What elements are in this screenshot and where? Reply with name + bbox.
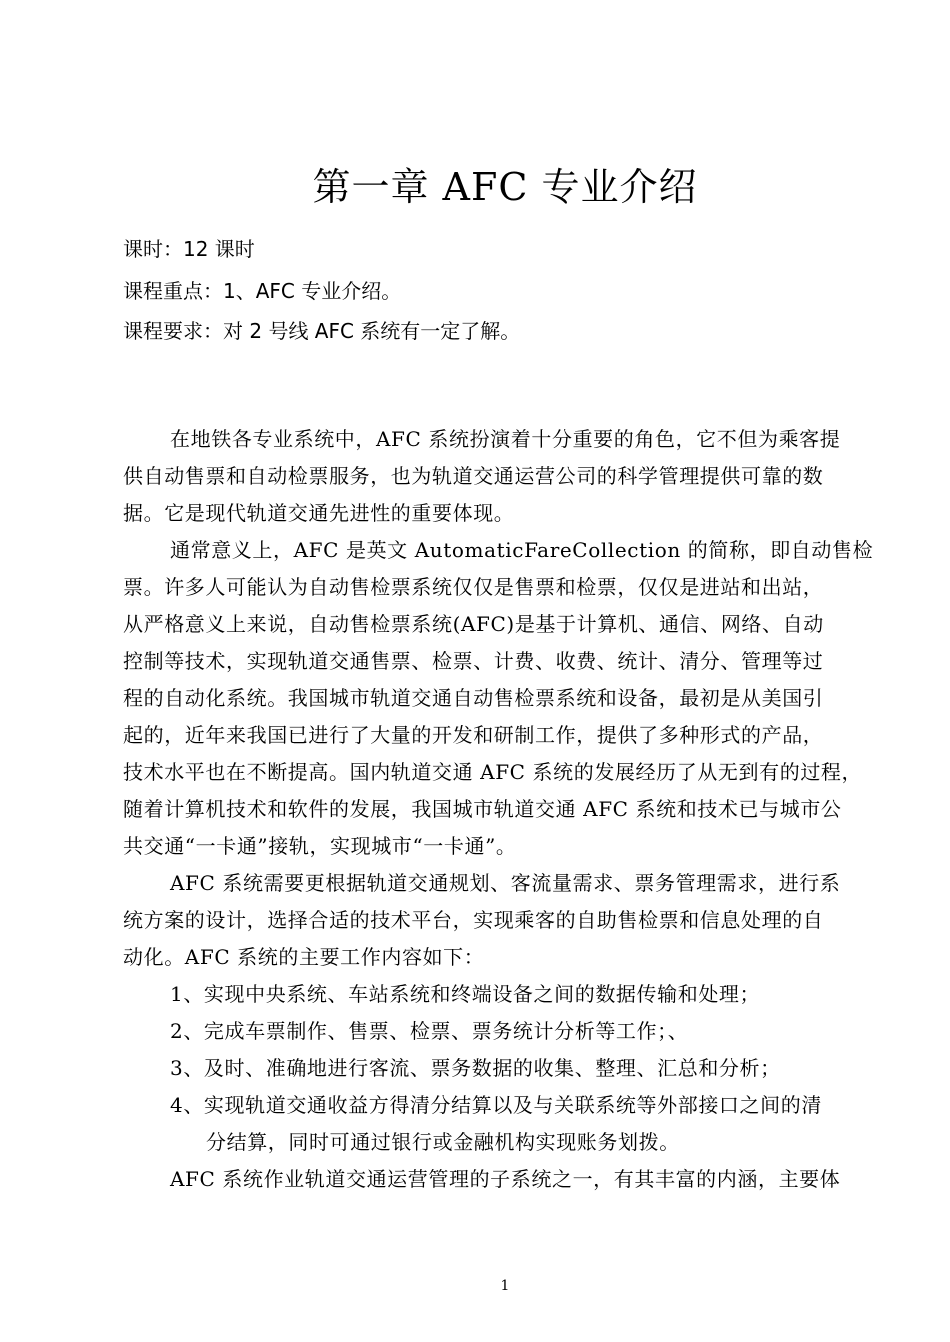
list-item-continuation: 分结算，同时可通过银行或金融机构实现账务划拨。 — [206, 1130, 680, 1154]
list-item: 1、实现中央系统、车站系统和终端设备之间的数据传输和处理； — [170, 982, 761, 1006]
body-line: AFC 系统作业轨道交通运营管理的子系统之一，有其丰富的内涵，主要体 — [170, 1167, 841, 1191]
chapter-title: 第一章 AFC 专业介绍 — [312, 165, 698, 209]
body-line: 随着计算机技术和软件的发展，我国城市轨道交通 AFC 系统和技术已与城市公 — [123, 797, 842, 821]
body-line: 据。它是现代轨道交通先进性的重要体现。 — [123, 501, 515, 525]
body-line: 动化。AFC 系统的主要工作内容如下： — [123, 945, 485, 969]
body-line: 票。许多人可能认为自动售检票系统仅仅是售票和检票，仅仅是进站和出站， — [123, 575, 824, 599]
body-line: 起的，近年来我国已进行了大量的开发和研制工作，提供了多种形式的产品， — [123, 723, 824, 747]
course-hours: 课时：12 课时 — [123, 237, 255, 261]
list-item: 4、实现轨道交通收益方得清分结算以及与关联系统等外部接口之间的清 — [170, 1093, 822, 1117]
page-number: 1 — [500, 1278, 510, 1294]
body-line: 供自动售票和自动检票服务，也为轨道交通运营公司的科学管理提供可靠的数 — [123, 464, 824, 488]
list-item: 3、及时、准确地进行客流、票务数据的收集、整理、汇总和分析； — [170, 1056, 781, 1080]
body-line: AFC 系统需要更根据轨道交通规划、客流量需求、票务管理需求，进行系 — [170, 871, 841, 895]
body-line: 从严格意义上来说，自动售检票系统(AFC)是基于计算机、通信、网络、自动 — [123, 612, 824, 636]
body-line: 共交通“一卡通”接轨，实现城市“一卡通”。 — [123, 834, 517, 858]
list-item: 2、完成车票制作、售票、检票、票务统计分析等工作；、 — [170, 1019, 689, 1043]
body-line: 控制等技术，实现轨道交通售票、检票、计费、收费、统计、清分、管理等过 — [123, 649, 824, 673]
course-requirements: 课程要求：对 2 号线 AFC 系统有一定了解。 — [123, 319, 521, 343]
body-line: 技术水平也在不断提高。国内轨道交通 AFC 系统的发展经历了从无到有的过程， — [123, 760, 863, 784]
body-line: 程的自动化系统。我国城市轨道交通自动售检票系统和设备，最初是从美国引 — [123, 686, 824, 710]
body-line: 通常意义上，AFC 是英文 AutomaticFareCollection 的简称，即自动售检 — [170, 538, 874, 562]
body-line: 在地铁各专业系统中，AFC 系统扮演着十分重要的角色，它不但为乘客提 — [170, 427, 841, 451]
body-line: 统方案的设计，选择合适的技术平台，实现乘客的自助售检票和信息处理的自 — [123, 908, 824, 932]
course-key-points: 课程重点：1、AFC 专业介绍。 — [123, 279, 402, 303]
